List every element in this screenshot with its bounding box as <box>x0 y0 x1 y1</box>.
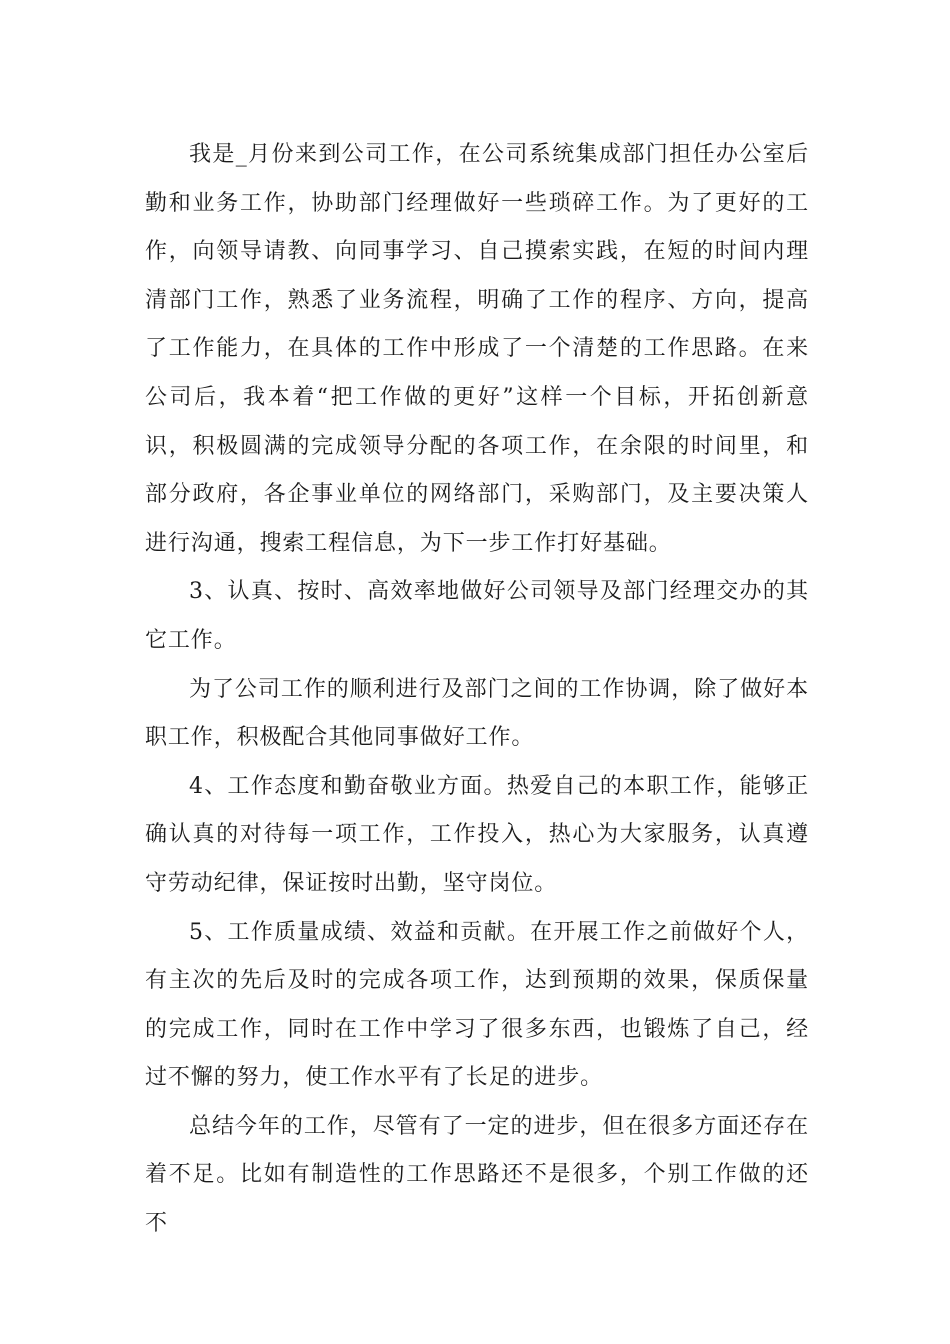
paragraph-coordination: 为了公司工作的顺利进行及部门之间的工作协调，除了做好本职工作，积极配合其他同事做好工作。 <box>145 676 809 751</box>
paragraph-item-4: 4、工作态度和勤奋敬业方面。热爱自己的本职工作，能够正确认真的对待每一项工作，工作投入，热心为大家服务，认真遵守劳动纪律，保证按时出勤，坚守岗位。 <box>145 773 809 896</box>
paragraph-item-3: 3、认真、按时、高效率地做好公司领导及部门经理交办的其它工作。 <box>145 579 809 653</box>
paragraph-summary: 总结今年的工作，尽管有了一定的进步，但在很多方面还存在着不足。比如有制造性的工作思路还不是很多，个别工作做的还不 <box>145 1113 809 1237</box>
document-body <box>145 131 809 1249</box>
paragraph-intro: 我是_月份来到公司工作，在公司系统集成部门担任办公室后勤和业务工作，协助部门经理做好一些琐碎工作。为了更好的工作，向领导请教、向同事学习、自己摸索实践，在短的时间内理清部门工作，熟悉了业务流程，明确了工作的程序、方向，提高了工作能力，在具体的工作中形成了一个清楚的工作思路。在来公司后，我本着“把工作做的更好”这样一个目标，开拓创新意识，积极圆满的完成领导分配的各项工作，在余限的时间里，和部分政府，各企事业单位的网络部门，采购部门，及主要决策人进行沟通，搜索工程信息，为下一步工作打好基础。 <box>145 142 809 556</box>
paragraph-item-5: 5、工作质量成绩、效益和贡献。在开展工作之前做好个人，有主次的先后及时的完成各项工作，达到预期的效果，保质保量的完成工作，同时在工作中学习了很多东西，也锻炼了自己，经过不懈的努力，使工作水平有了长足的进步。 <box>145 919 809 1091</box>
